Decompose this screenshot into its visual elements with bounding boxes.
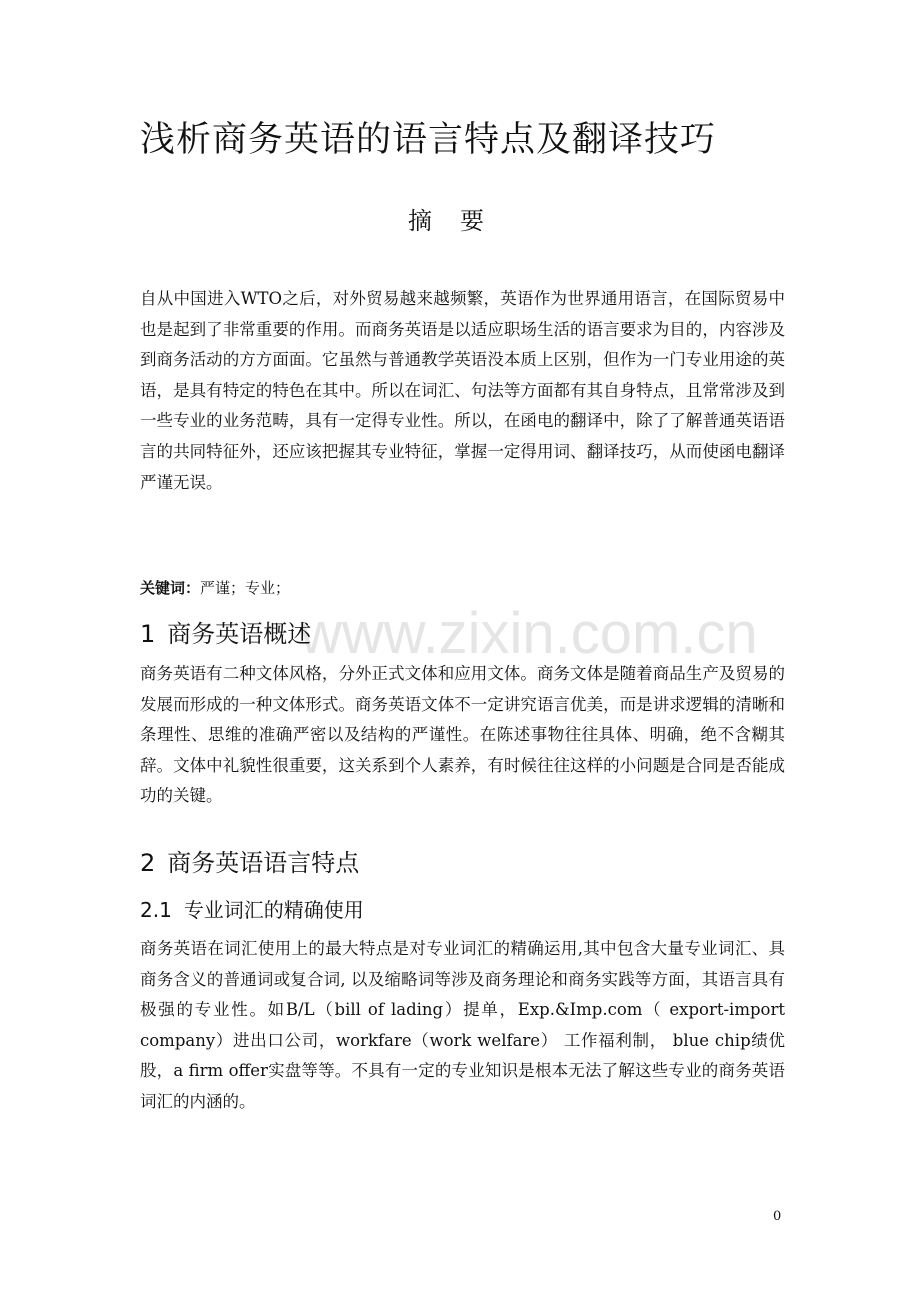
section-1-number: 1 bbox=[140, 620, 156, 648]
keywords-line bbox=[140, 577, 290, 598]
page-number: 0 bbox=[773, 1209, 782, 1224]
section-2-title: 商务英语语言特点 bbox=[167, 849, 360, 877]
section-2-1-text: 商务英语在词汇使用上的最大特点是对专业词汇的精确运用,其中包含大量专业词汇、具商务含义的普通词或复合词, 以及缩略词等涉及商务理论和商务实践等方面，其语言具有极强的专业性。如B/L（bill of lading）提单，Exp.&Imp.com（ export-import company）进出口公司，workfare（work welfare） 工作福利制， blue chip绩优股，a firm offer实盘等等。不具有一定的专业知识是根本无法了解这些专业的商务英语词汇的内涵的。 bbox=[140, 939, 785, 1111]
section-2-number: 2 bbox=[140, 849, 156, 877]
keywords-label: 关键词： bbox=[140, 579, 201, 597]
keywords-value: 严谨；专业； bbox=[200, 579, 291, 597]
abstract-text: 自从中国进入WTO之后，对外贸易越来越频繁，英语作为世界通用语言，在国际贸易中也是起到了非常重要的作用。而商务英语是以适应职场生活的语言要求为目的，内容涉及到商务活动的方方面面。它虽然与普通教学英语没本质上区别，但作为一门专业用途的英语，是具有特定的特色在其中。所以在词汇、句法等方面都有其自身特点，且常常涉及到一些专业的业务范畴，具有一定得专业性。所以，在函电的翻译中，除了了解普通英语语言的共同特征外，还应该把握其专业特征，掌握一定得用词、翻译技巧，从而使函电翻译严谨无误。 bbox=[140, 289, 785, 492]
section-2-1-title: 专业词汇的精确使用 bbox=[183, 898, 364, 922]
section-2-1-heading bbox=[140, 894, 364, 923]
watermark: www.zixin.com.cn bbox=[300, 601, 758, 666]
abstract-heading: 摘要 bbox=[408, 207, 512, 235]
section-1-title: 商务英语概述 bbox=[167, 620, 312, 648]
section-1-text: 商务英语有二种文体风格，分外正式文体和应用文体。商务文体是随着商品生产及贸易的发展而形成的一种文体形式。商务英语文体不一定讲究语言优美，而是讲求逻辑的清晰和条理性、思维的准确严密以及结构的严谨性。在陈述事物往往具体、明确，绝不含糊其辞。文体中礼貌性很重要，这关系到个人素养，有时候往往这样的小问题是合同是否能成功的关键。 bbox=[140, 664, 785, 806]
document-title: 浅析商务英语的语言特点及翻译技巧 bbox=[140, 120, 717, 160]
section-2-1-number: 2.1 bbox=[140, 898, 172, 922]
section-1-heading bbox=[140, 614, 311, 649]
section-2-heading bbox=[140, 843, 359, 878]
